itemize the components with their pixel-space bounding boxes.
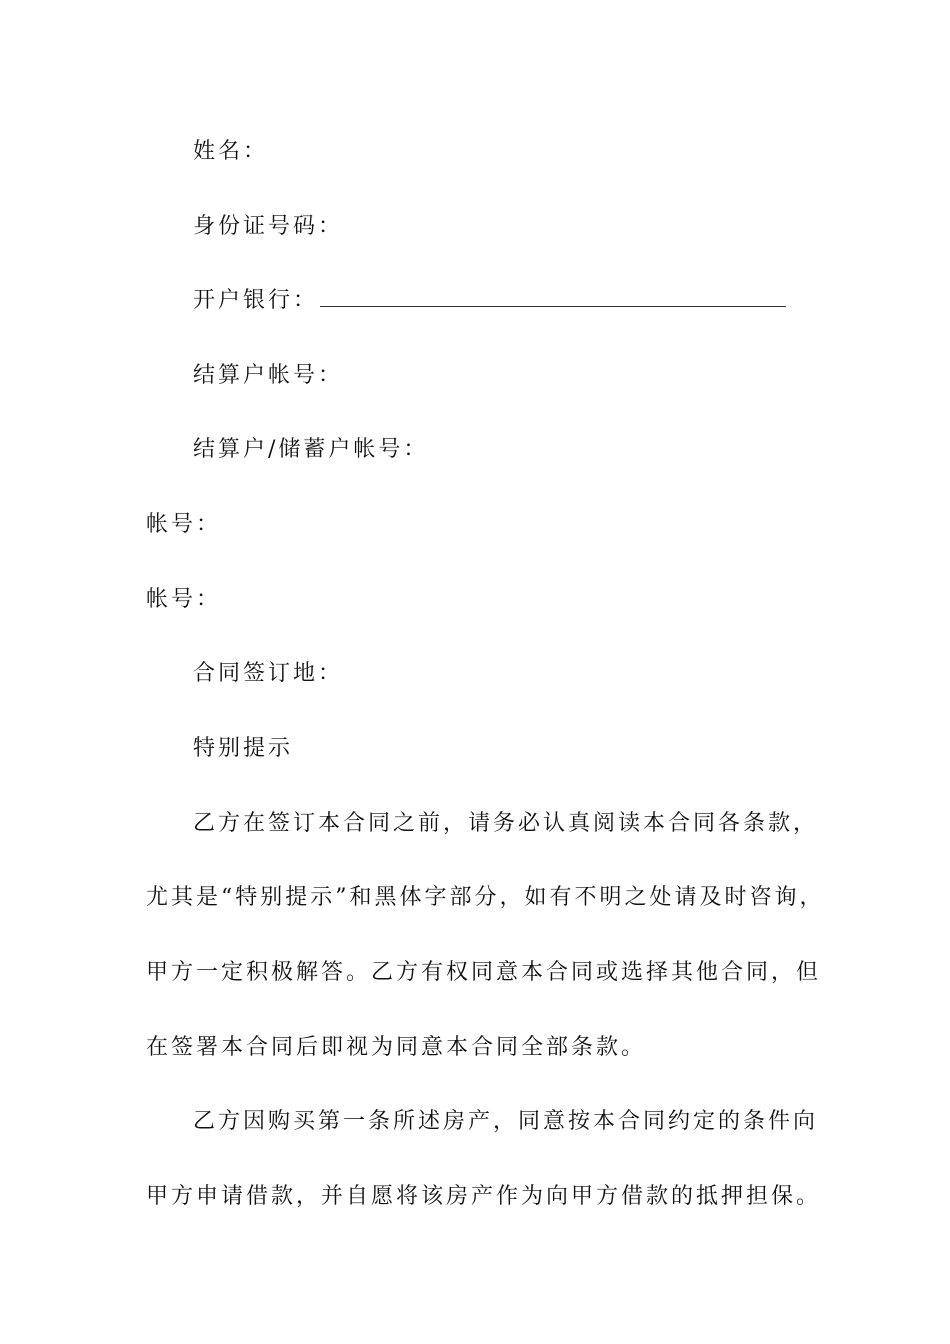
signing-place-label: 合同签订地： [193,661,344,686]
settlement-savings-account-label: 结算户/储蓄户帐号： [193,437,429,462]
bank-field [193,286,786,316]
notice-para2-line2: 甲方申请借款，并自愿将该房产作为向甲方借款的抵押担保。 [146,1184,822,1209]
bank-label: 开户银行： [193,288,319,313]
name-label: 姓名： [193,139,269,164]
notice-para2-line1: 乙方因购买第一条所述房产，同意按本合同约定的条件向 [193,1109,819,1134]
id-number-label: 身份证号码： [193,214,344,239]
settlement-account-label: 结算户帐号： [193,363,344,388]
notice-para1-line1: 乙方在签订本合同之前，请务必认真阅读本合同各条款， [193,811,819,836]
bank-blank-line [320,305,786,307]
notice-para1-line2: 尤其是“特别提示”和黑体字部分，如有不明之处请及时咨询， [146,885,825,910]
account-label-2: 帐号： [146,587,222,612]
account-label-1: 帐号： [146,512,222,537]
special-notice-heading: 特别提示 [193,736,294,761]
notice-para1-line3: 甲方一定积极解答。乙方有权同意本合同或选择其他合同，但 [146,960,822,985]
notice-para1-line4: 在签署本合同后即视为同意本合同全部条款。 [146,1035,647,1060]
